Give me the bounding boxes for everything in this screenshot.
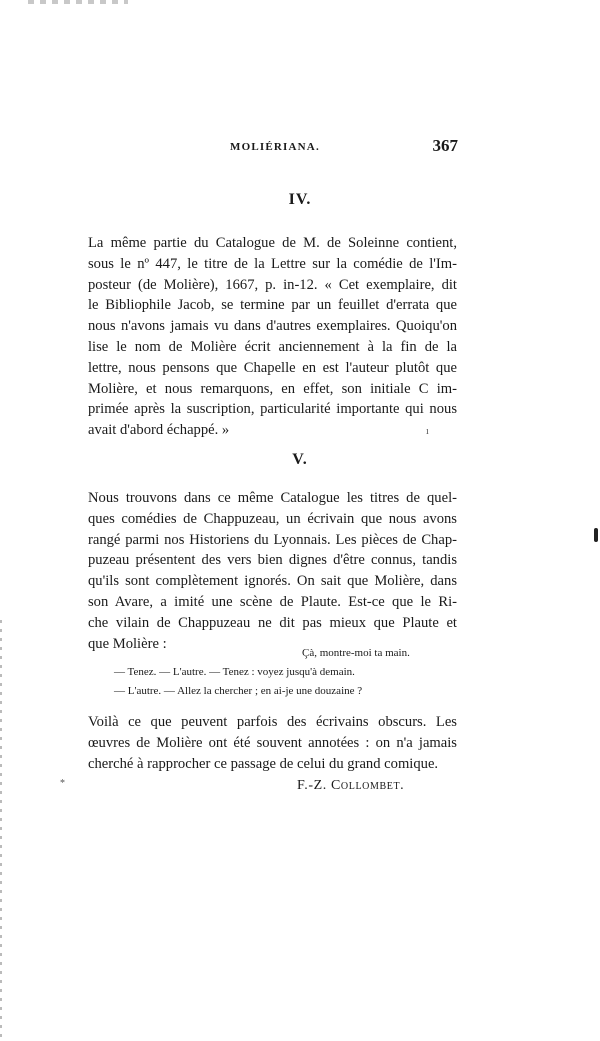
text-line: La même partie du Catalogue de M. de Soleinne contient,	[88, 235, 457, 251]
text-line: ques comédies de Chappuzeau, un écrivain que nous avons	[88, 510, 457, 527]
text-line: Voilà ce que peuvent parfois des écrivains obscurs. Les	[88, 714, 457, 730]
scan-artifact-right	[594, 528, 598, 542]
text-line: Nous trouvons dans ce même Catalogue les titres de quel-	[88, 490, 457, 506]
verse-line: — Tenez. — L'autre. — Tenez : voyez jusqu'à demain.	[114, 666, 355, 678]
text-line: que Molière :	[88, 635, 167, 652]
verse-quotation	[88, 644, 457, 701]
text-line: le Bibliophile Jacob, se termine par un feuillet d'errata que	[88, 297, 457, 314]
paragraph-iv	[88, 233, 457, 441]
text-line: sous le nº 447, le titre de la Lettre sur la comédie de l'Im-	[88, 255, 457, 272]
author-signature: F.-Z. Collombet.	[297, 778, 405, 793]
text-line: lettre, nous pensons que Chapelle en est l'auteur plutôt que	[88, 359, 457, 376]
paragraph-closing	[88, 712, 457, 774]
scan-artifact-top	[28, 0, 128, 4]
verse-line: — L'autre. — Allez la chercher ; en ai-je une douzaine ?	[114, 685, 363, 697]
ink-speck: ı	[426, 426, 429, 437]
text-line: œuvres de Molière ont été souvent annotées : on n'a jamais	[88, 734, 457, 751]
verse-line: Çà, montre-moi ta main.	[302, 647, 410, 659]
text-line: che vilain de Chappuzeau ne dit pas mieux que Plaute et	[88, 614, 457, 631]
section-heading-iv: IV.	[288, 191, 312, 208]
text-line: son Avare, a imité une scène de Plaute. Est-ce que le Ri-	[88, 593, 457, 610]
text-line: avait d'abord échappé. »	[88, 422, 230, 439]
text-line: cherché à rapprocher ce passage de celui du grand comique.	[88, 755, 439, 772]
scan-artifact-left-edge	[0, 620, 2, 1040]
text-line: nous n'avons jamais vu dans d'autres exemplaires. Quoiqu'on	[88, 318, 457, 335]
text-line: primée après la suscription, particularité importante qui nous	[88, 401, 457, 418]
text-line: lise le nom de Molière écrit anciennement à la fin de la	[88, 338, 457, 355]
section-heading-v: V.	[292, 451, 308, 468]
text-line: rangé parmi nos Historiens du Lyonnais. Les pièces de Chap-	[88, 531, 457, 548]
running-title: MOLIÉRIANA.	[230, 141, 320, 153]
text-line: puzeau présentent des vers bien dignes d'être connus, tandis	[88, 552, 457, 569]
running-head	[88, 138, 458, 158]
text-line: qu'ils sont complètement ignorés. On sait que Molière, dans	[88, 573, 457, 590]
ink-speck: *	[60, 778, 65, 789]
page-number: 367	[432, 136, 458, 155]
text-line: posteur (de Molière), 1667, p. in-12. « Cet exemplaire, dit	[88, 276, 457, 293]
text-line: Molière, et nous remarquons, en effet, son initiale C im-	[88, 380, 457, 397]
paragraph-v	[88, 488, 457, 654]
